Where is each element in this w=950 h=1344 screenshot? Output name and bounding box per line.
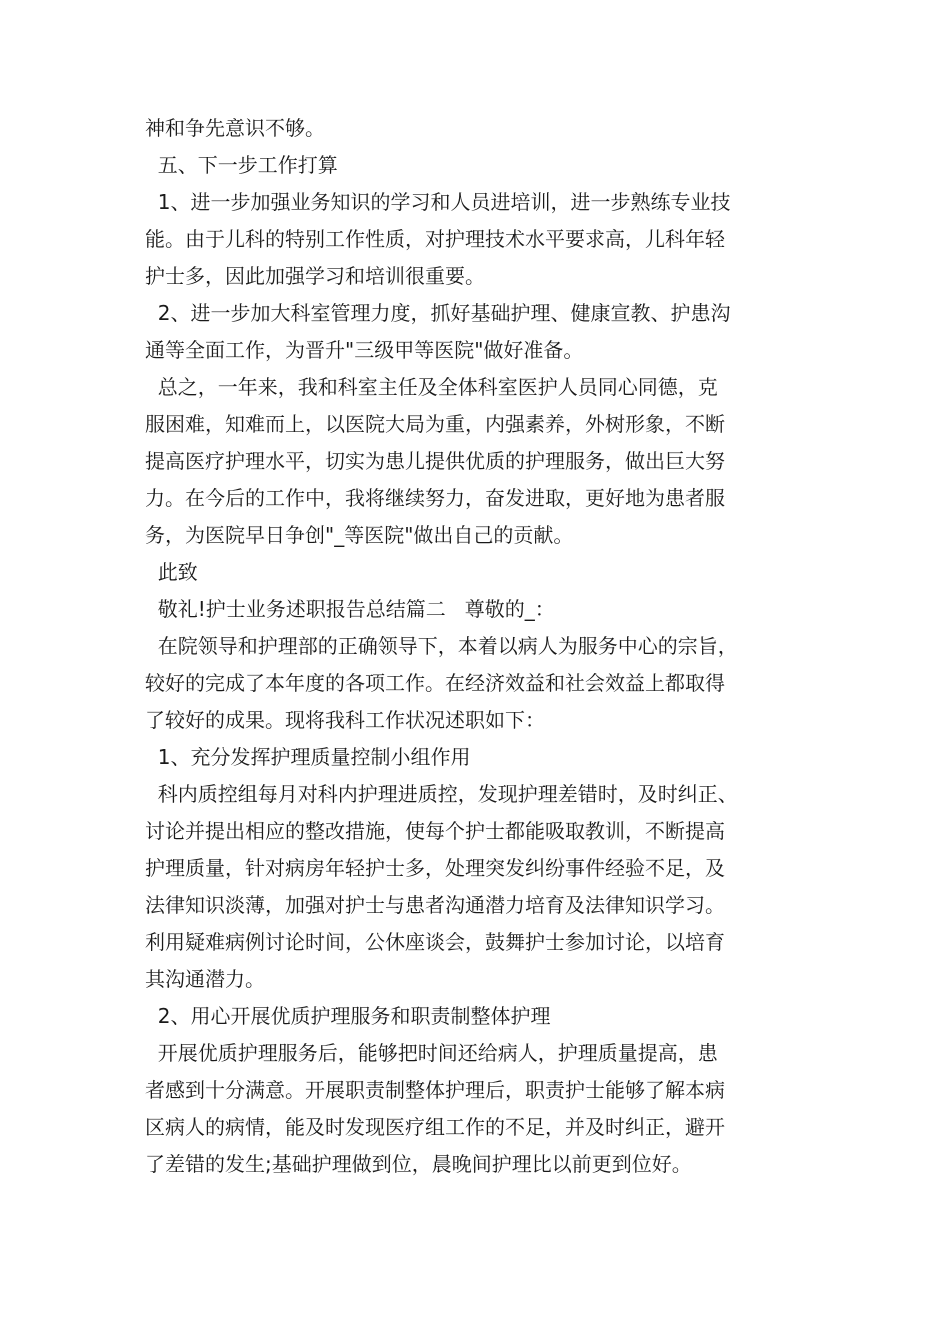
- text-line: 护理质量，针对病房年轻护士多，处理突发纠纷事件经验不足，及: [145, 856, 725, 880]
- section-heading: 敬礼!护士业务述职报告总结篇二 尊敬的_：: [145, 597, 555, 621]
- text-line: 其沟通潜力。: [145, 967, 265, 991]
- text-line: 总之，一年来，我和科室主任及全体科室医护人员同心同德，克: [145, 375, 718, 399]
- text-line: 法律知识淡薄，加强对护士与患者沟通潜力培育及法律知识学习。: [145, 893, 725, 917]
- document-body: [145, 110, 835, 1183]
- text-line: 能。由于儿科的特别工作性质，对护理技术水平要求高，儿科年轻: [145, 227, 725, 251]
- text-line: 在院领导和护理部的正确领导下，本着以病人为服务中心的宗旨，: [145, 634, 738, 658]
- text-line: 神和争先意识不够。: [145, 116, 325, 140]
- text-line: 1、进一步加强业务知识的学习和人员进培训，进一步熟练专业技: [145, 190, 731, 214]
- section-heading: 2、用心开展优质护理服务和职责制整体护理: [145, 1004, 551, 1028]
- text-line: 护士多，因此加强学习和培训很重要。: [145, 264, 485, 288]
- text-line: 开展优质护理服务后，能够把时间还给病人，护理质量提高，患: [145, 1041, 718, 1065]
- text-line: 讨论并提出相应的整改措施，使每个护士都能吸取教训，不断提高: [145, 819, 725, 843]
- text-line: 务，为医院早日争创"_等医院"做出自己的贡献。: [145, 523, 574, 547]
- text-line: 利用疑难病例讨论时间，公休座谈会，鼓舞护士参加讨论，以培育: [145, 930, 725, 954]
- text-line: 区病人的病情，能及时发现医疗组工作的不足，并及时纠正，避开: [145, 1115, 725, 1139]
- section-heading: 五、下一步工作打算: [145, 153, 338, 177]
- text-line: 科内质控组每月对科内护理进质控，发现护理差错时，及时纠正、: [145, 782, 738, 806]
- text-line: 提高医疗护理水平，切实为患儿提供优质的护理服务，做出巨大努: [145, 449, 725, 473]
- text-line: 2、进一步加大科室管理力度，抓好基础护理、健康宣教、护患沟: [145, 301, 731, 325]
- text-line: 了差错的发生;基础护理做到位，晨晚间护理比以前更到位好。: [145, 1152, 692, 1176]
- text-line: 力。在今后的工作中，我将继续努力，奋发进取，更好地为患者服: [145, 486, 725, 510]
- section-heading: 1、充分发挥护理质量控制小组作用: [145, 745, 471, 769]
- text-line: 通等全面工作，为晋升"三级甲等医院"做好准备。: [145, 338, 584, 362]
- closing-line: 此致: [145, 560, 198, 584]
- text-line: 了较好的成果。现将我科工作状况述职如下：: [145, 708, 545, 732]
- text-line: 较好的完成了本年度的各项工作。在经济效益和社会效益上都取得: [145, 671, 725, 695]
- text-line: 服困难，知难而上，以医院大局为重，内强素养，外树形象，不断: [145, 412, 725, 436]
- text-line: 者感到十分满意。开展职责制整体护理后，职责护士能够了解本病: [145, 1078, 725, 1102]
